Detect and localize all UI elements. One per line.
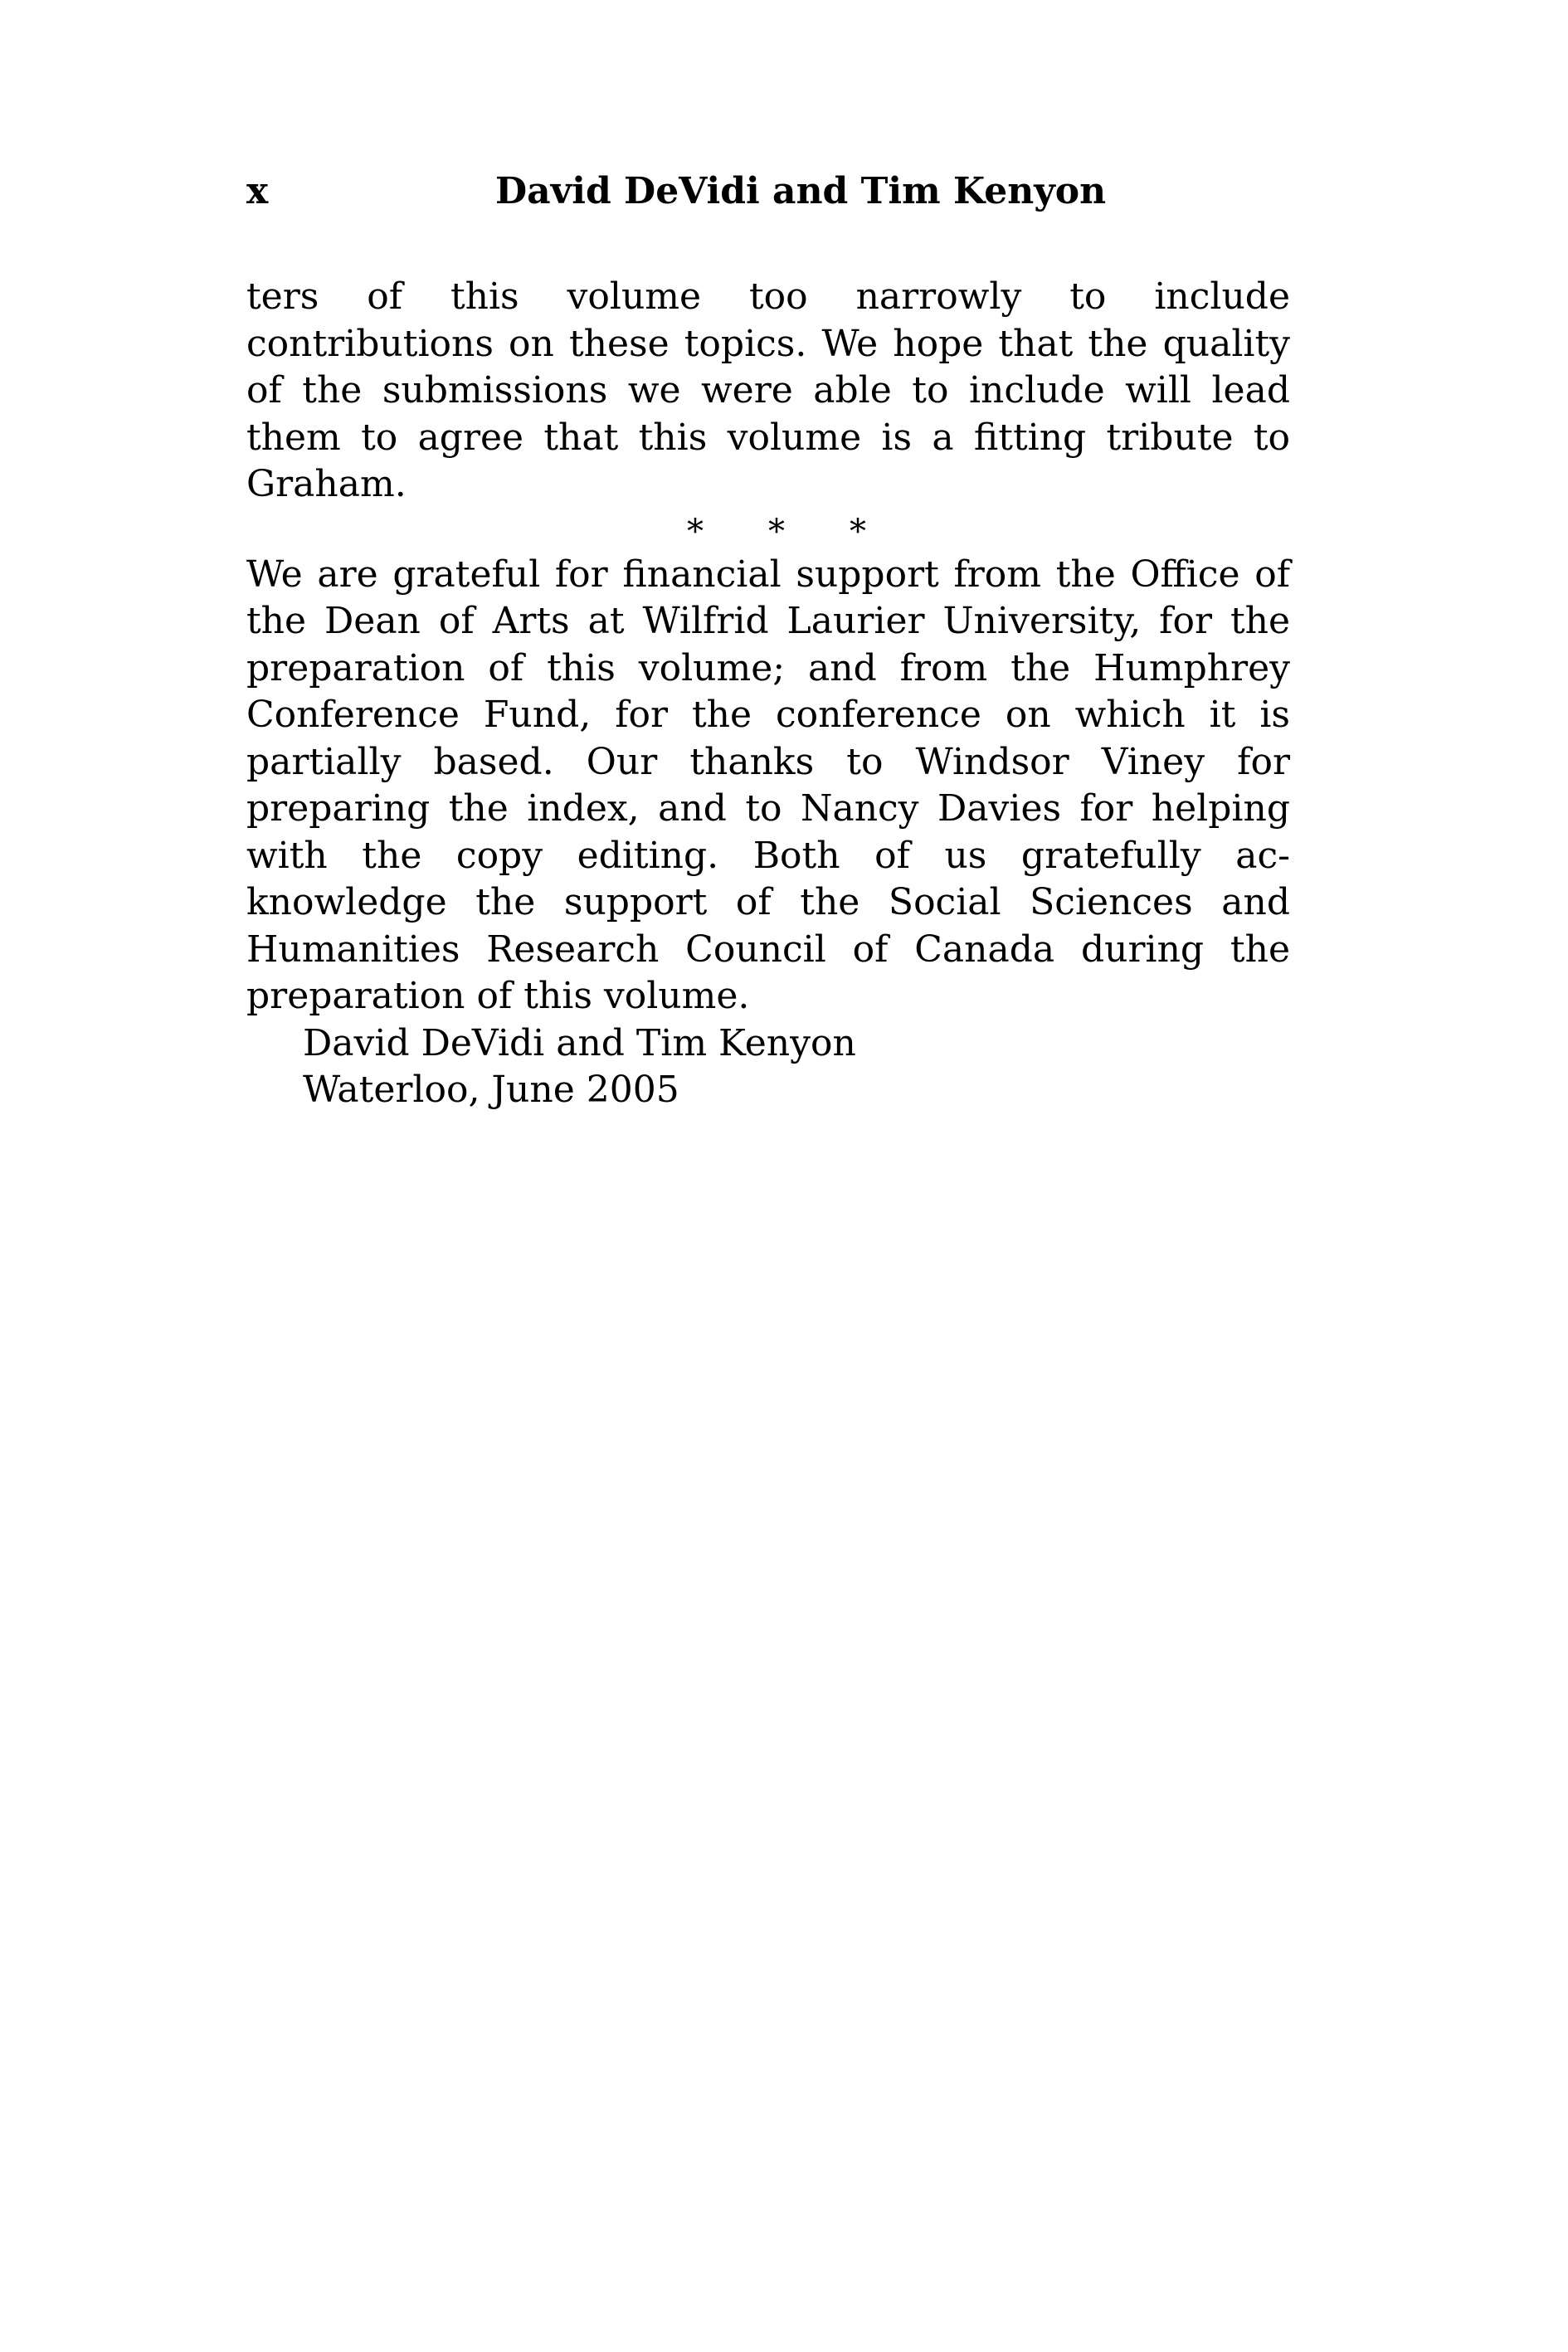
asterisk: * xyxy=(687,512,704,551)
section-separator xyxy=(246,509,1290,552)
asterisk: * xyxy=(850,512,866,551)
acknowledgements-paragraph: We are grateful for financial support from the Office of the Dean of Arts at Wilfrid Laurier University, for the preparation of this volume; and from the Humphrey Conference Fund, for the conference on which it is partially based. Our thanks to Windsor Viney for preparing the index, and to Nancy Davies for helping with the copy editing. Both of us gratefully acknowledge the support of the Social Sciences and Humanities Research Council of Canada during the preparation of this volume. xyxy=(246,553,1290,1017)
signature-block xyxy=(303,1020,1290,1114)
page-number: x xyxy=(246,170,269,212)
signature-names: David DeVidi and Tim Kenyon xyxy=(303,1021,856,1064)
running-head xyxy=(246,163,1290,221)
body-paragraph-continued: ters of this volume too narrowly to include contributions on these topics. We hope that the quality of the submissions we were able to include will lead them to agree that this volume is a fitting tribute to Graham. xyxy=(246,275,1290,505)
running-title: David DeVidi and Tim Kenyon xyxy=(495,170,1107,212)
signature-place-date: Waterloo, June 2005 xyxy=(303,1069,679,1111)
asterisk: * xyxy=(768,512,785,551)
document-page xyxy=(246,163,1290,1114)
